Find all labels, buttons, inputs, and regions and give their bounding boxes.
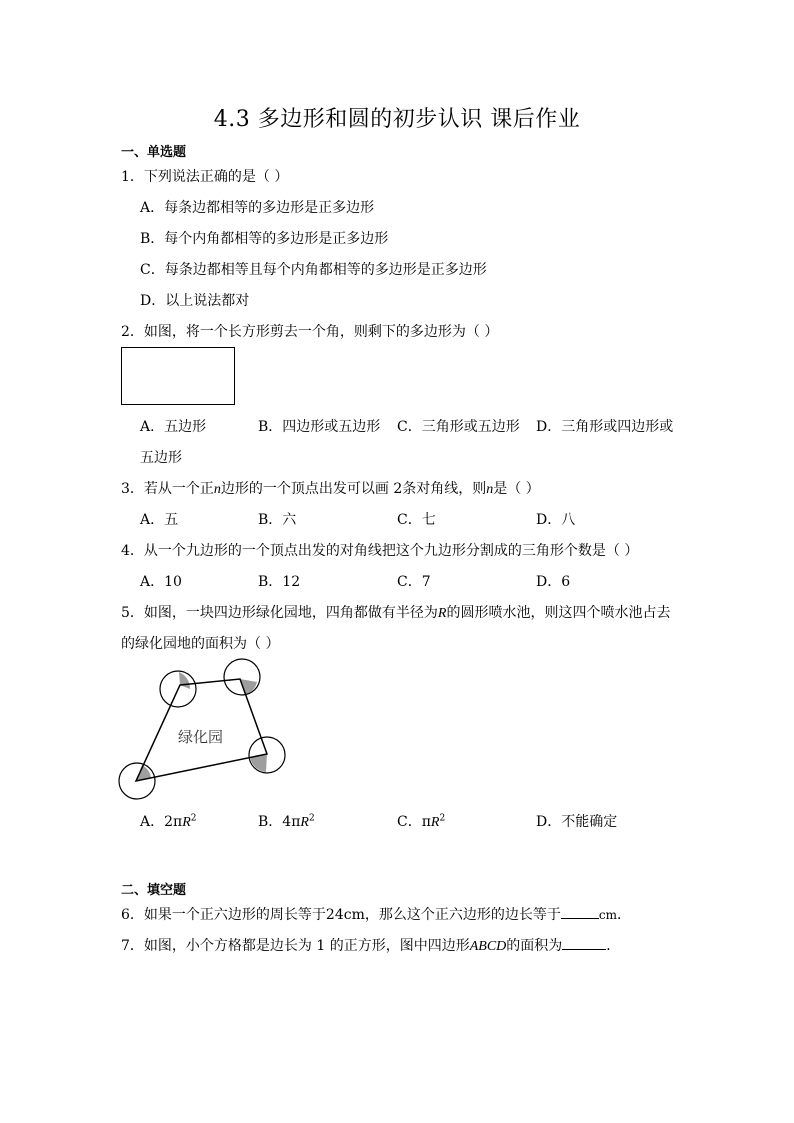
quadrilateral-name: ABCD [469, 939, 507, 954]
question-2-option-d: D．三角形或四边形或 [536, 419, 674, 435]
question-4-option-d: D．6 [536, 574, 571, 590]
question-3-option-d: D．八 [536, 512, 576, 528]
question-4-option-a: A．10 [140, 574, 182, 590]
fountain-circle-2 [224, 659, 260, 695]
question-3-option-a: A．五 [140, 512, 179, 528]
question-3-stem: 3．若从一个正n边形的一个顶点出发可以画 2条对角线，则n是（ ） [121, 481, 540, 497]
section-single-choice: 一、单选题 [121, 145, 187, 160]
answer-blank-7[interactable] [562, 937, 606, 950]
fountain-circle-3 [249, 737, 285, 773]
question-1-option-a: A．每条边都相等的多边形是正多边形 [140, 200, 375, 216]
question-4-option-b: B．12 [258, 574, 301, 590]
variable-r: R [437, 606, 447, 621]
question-1-option-d: D．以上说法都对 [140, 293, 250, 309]
question-1-stem: 1．下列说法正确的是（ ） [121, 169, 289, 185]
variable-n: n [213, 482, 221, 497]
section-fill-blank: 二、填空题 [121, 883, 187, 898]
garden-figure [117, 658, 317, 800]
question-2-option-c: C．三角形或五边形 [397, 419, 520, 435]
rectangle-figure [121, 347, 235, 405]
question-1-option-c: C．每条边都相等且每个内角都相等的多边形是正多边形 [140, 262, 487, 278]
question-5-option-b: B．$4\pi R^2$ [258, 813, 315, 830]
question-5-stem: 5．如图，一块四边形绿化园地，四角都做有半径为R的圆形喷水池，则这四个喷水池占去 [121, 605, 671, 621]
question-6-stem: 6．如果一个正六边形的周长等于24cm，那么这个正六边形的边长等于 cm． [121, 907, 631, 923]
question-2-option-d-continued: 五边形 [140, 450, 182, 466]
question-1-option-b: B．每个内角都相等的多边形是正多边形 [140, 231, 389, 247]
question-7-stem: 7．如图，小个方格都是边长为 1 的正方形，图中四边形ABCD的面积为 ． [121, 938, 621, 954]
question-5-option-d: D．不能确定 [536, 814, 618, 830]
question-4-option-c: C．7 [397, 574, 431, 590]
question-5-stem-line2: 的绿化园地的面积为（ ） [121, 636, 280, 652]
question-2-option-a: A．五边形 [140, 419, 207, 435]
variable-n: n [486, 482, 494, 497]
question-5-option-a: A．$2\pi R^2$ [140, 813, 197, 830]
question-5-option-c: C．$\pi R^2$ [397, 813, 446, 830]
question-2-stem: 2．如图，将一个长方形剪去一个角，则剩下的多边形为（ ） [121, 324, 499, 340]
question-4-stem: 4．从一个九边形的一个顶点出发的对角线把这个九边形分割成的三角形个数是（ ） [121, 543, 639, 559]
question-2-option-b: B．四边形或五边形 [258, 419, 381, 435]
question-3-option-b: B．六 [258, 512, 297, 528]
answer-blank-6[interactable] [561, 906, 599, 919]
page-title: 4.3 多边形和圆的初步认识 课后作业 [213, 107, 581, 132]
question-3-option-c: C．七 [397, 512, 436, 528]
perimeter-value: 24cm [325, 907, 365, 923]
garden-label: 绿化园 [178, 728, 224, 746]
